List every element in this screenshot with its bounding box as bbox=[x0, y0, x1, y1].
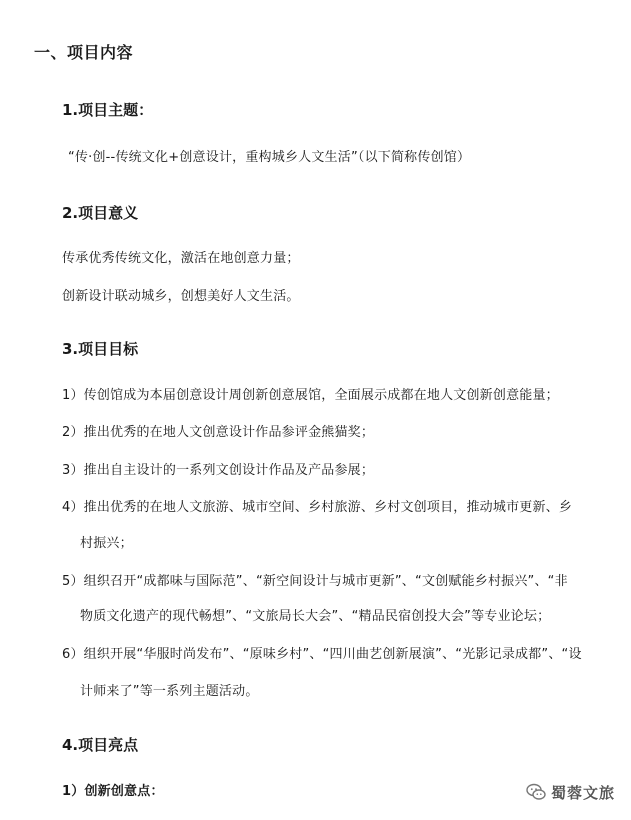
goal-item-6-line-2: 计师来了”等一系列主题活动。 bbox=[80, 684, 259, 699]
wechat-icon bbox=[526, 782, 546, 802]
goal-item-4-line-2: 村振兴； bbox=[80, 536, 133, 551]
watermark-text: 蜀蓉文旅 bbox=[551, 783, 616, 802]
highlights-heading: 4.项目亮点 bbox=[62, 736, 139, 754]
goal-item-1: 1）传创馆成为本届创意设计周创新创意展馆，全面展示成都在地人文创新创意能量； bbox=[62, 388, 559, 403]
goal-item-2: 2）推出优秀的在地人文创意设计作品参评金熊猫奖； bbox=[62, 425, 375, 440]
meaning-line-1: 传承优秀传统文化，激活在地创意力量； bbox=[62, 251, 300, 266]
highlights-sub-heading: 1）创新创意点： bbox=[62, 784, 164, 799]
watermark bbox=[526, 777, 615, 807]
section-title: 一、项目内容 bbox=[34, 43, 134, 62]
goal-item-3: 3）推出自主设计的一系列文创设计作品及产品参展； bbox=[62, 463, 375, 478]
goals-heading: 3.项目目标 bbox=[62, 340, 139, 358]
theme-heading: 1.项目主题： bbox=[62, 101, 154, 119]
meaning-heading: 2.项目意义 bbox=[62, 204, 139, 222]
theme-text: “传·创--传统文化+创意设计，重构城乡人文生活”（以下简称传创馆） bbox=[68, 150, 471, 165]
meaning-line-2: 创新设计联动城乡，创想美好人文生活。 bbox=[62, 289, 300, 304]
goal-item-5-line-1: 5）组织召开“成都味与国际范”、“新空间设计与城市更新”、“文创赋能乡村振兴”、“非 bbox=[62, 574, 568, 589]
goal-item-5-line-2: 物质文化遗产的现代畅想”、“文旅局长大会”、“精品民宿创投大会”等专业论坛； bbox=[80, 609, 551, 624]
goal-item-6-line-1: 6）组织开展“华服时尚发布”、“原味乡村”、“四川曲艺创新展演”、“光影记录成都”、“设 bbox=[62, 647, 582, 662]
goal-item-4-line-1: 4）推出优秀的在地人文旅游、城市空间、乡村旅游、乡村文创项目，推动城市更新、乡 bbox=[62, 500, 573, 515]
